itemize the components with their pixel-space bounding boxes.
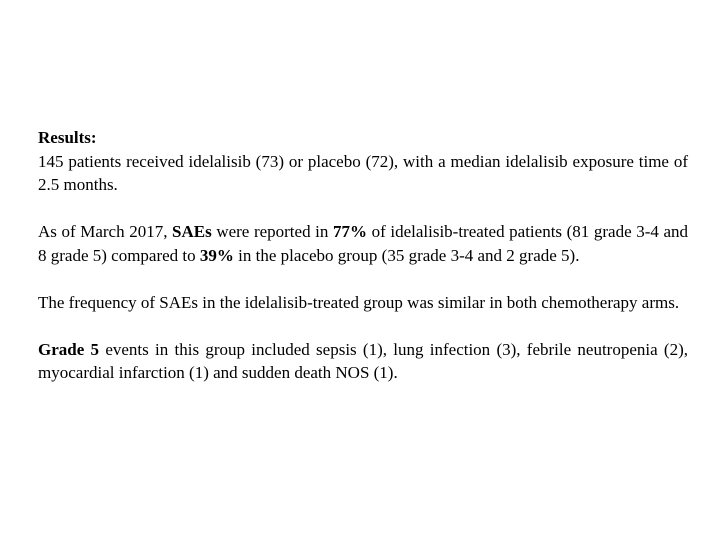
idelalisib-sae-rate: 77% [333,222,367,241]
patients-paragraph: 145 patients received idelalisib (73) or placebo (72), with a median idelalisib exposure time of 2.5 months. [38,151,688,194]
sae-text-3: of idelalisib-treated patients (81 grade 3-4 and 8 grade 5) compared to [38,222,689,265]
sae-term: SAEs [172,222,212,241]
spacer [38,267,688,291]
sae-text-2: were reported in [211,222,333,241]
results-heading: Results: [38,128,97,147]
grade5-text: events in this group included sepsis (1), lung infection (3), febrile neutropenia (2), myocardial infarction (1) and sudden death NOS (1). [38,339,688,382]
grade5-term: Grade 5 [38,339,100,359]
placebo-sae-rate: 39% [199,245,234,265]
spacer [38,197,688,221]
results-section [38,126,688,385]
grade5-paragraph [38,338,688,385]
sae-text-4: in the placebo group (35 grade 3-4 and 2 grade 5). [233,245,580,265]
frequency-paragraph: The frequency of SAEs in the idelalisib-treated group was similar in both chemotherapy arms. [38,292,680,312]
sae-paragraph [38,220,688,267]
sae-text-1: As of March 2017, [38,222,173,241]
spacer [38,314,688,338]
